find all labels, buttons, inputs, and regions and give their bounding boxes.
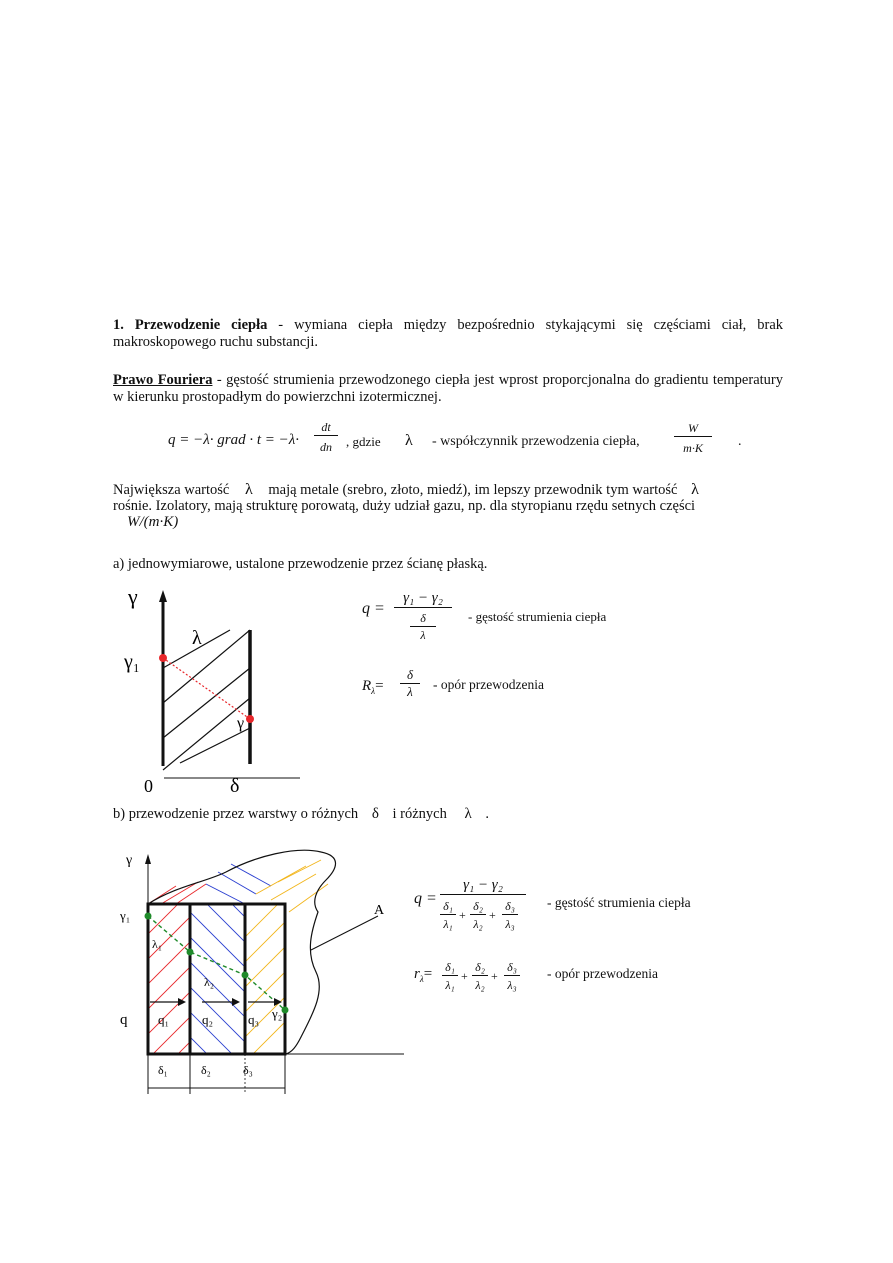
- largest-line-1: [113, 481, 785, 499]
- a-q-desc: - gęstość strumienia ciepła: [468, 609, 607, 624]
- a-r-lhs: $R_\lambda=$: [362, 678, 384, 696]
- fourier-formula-lhs: q = −λ· grad · t = −λ·: [168, 432, 299, 448]
- b-q-lhs: q =: [414, 890, 437, 907]
- fourier-where: , gdzie: [346, 434, 381, 449]
- b-q-term-l1: λ₁: [443, 917, 453, 931]
- label-delta: δ: [230, 775, 240, 794]
- b-r-term-l3: λ₃: [507, 978, 517, 992]
- a-r-sub: λ: [371, 686, 376, 696]
- gamma1-point: [159, 654, 167, 662]
- label-origin: 0: [144, 776, 153, 794]
- b-q-denominator: δ₁ λ₁ + δ₂ λ₂ + δ₃ λ₃: [440, 899, 530, 939]
- b-r-lhs: $r_\lambda=$: [414, 966, 433, 984]
- b-r-sub: λ: [419, 974, 424, 984]
- b-label-q: q: [120, 1012, 128, 1028]
- b-q-term-l2: λ₂: [473, 917, 483, 931]
- largest-p2: mają metale (srebro, złoto, miedź), im lepszy przewodnik tym wartość: [268, 482, 678, 498]
- wall-outline: [148, 850, 336, 1054]
- part-b-title: [113, 806, 489, 823]
- b-r-term-d3: δ₃: [504, 960, 520, 976]
- fourier-unit-den: m·K: [683, 441, 703, 455]
- b-point-4: [282, 1007, 289, 1014]
- gamma2-point: [246, 715, 254, 723]
- largest-p3: rośnie. Izolatory, mają strukturę porowatą, duży udział gazu, np. dla styropianu rzędu setnych części: [113, 498, 696, 514]
- b-q-num: γ₁ − γ₂: [440, 877, 526, 895]
- b-r-letter: r: [414, 966, 420, 982]
- b-r-term-l2: λ₂: [475, 978, 485, 992]
- section-1-paragraph: [113, 317, 783, 351]
- largest-lambda-2: λ: [691, 481, 699, 498]
- b-q-term-l3: λ₃: [505, 917, 515, 931]
- part-a-title: a) jednowymiarowe, ustalone przewodzenie przez ścianę płaską.: [113, 556, 488, 572]
- fourier-desc: - współczynnik przewodzenia ciepła,: [432, 434, 640, 449]
- part-b-title-b: i różnych: [392, 806, 447, 822]
- fourier-period: .: [738, 434, 742, 449]
- b-r-term-d2: δ₂: [472, 960, 488, 976]
- a-q-lhs: q =: [362, 600, 385, 617]
- b-r-desc: - opór przewodzenia: [547, 966, 658, 981]
- plane-wall-diagram: [110, 578, 310, 794]
- layer-2-hatch: [190, 878, 245, 1067]
- layer-1-hatch: [148, 892, 190, 1074]
- b-y-axis-arrow: [145, 854, 151, 864]
- b-label-q2: q₂: [202, 1012, 214, 1027]
- b-label-delta1: δ₁: [158, 1063, 168, 1077]
- b-q-desc: - gęstość strumienia ciepła: [547, 895, 691, 910]
- part-b-title-c: .: [485, 806, 490, 822]
- fourier-lambda: λ: [405, 432, 413, 449]
- b-label-lambda2: λ₂: [204, 975, 215, 989]
- multilayer-wall-diagram: [106, 842, 410, 1104]
- a-r-letter: R: [362, 678, 372, 694]
- label-gamma2: γ: [237, 715, 245, 732]
- b-axis-label-gamma: γ: [126, 853, 133, 868]
- label-gamma1: γ₁: [124, 651, 140, 673]
- a-q-den-den: λ: [420, 628, 426, 642]
- b-label-q1: q₁: [158, 1012, 170, 1027]
- a-r-desc: - opór przewodzenia: [433, 677, 544, 692]
- b-r-sum: δ₁ λ₁ + δ₂ λ₂ + δ₃ λ₃: [442, 960, 532, 1000]
- b-label-q3: q₃: [248, 1012, 260, 1027]
- largest-p1: Największa wartość: [113, 482, 230, 498]
- b-q-term-d3: δ₃: [502, 899, 518, 915]
- part-b-title-delta: δ: [371, 806, 379, 822]
- b-label-delta2: δ₂: [201, 1063, 211, 1077]
- a-q-num: γ₁ − γ₂: [394, 590, 452, 608]
- b-point-2: [187, 949, 194, 956]
- b-label-delta3: δ₃: [243, 1063, 253, 1077]
- b-point-1: [145, 913, 152, 920]
- largest-lambda-1: λ: [244, 481, 253, 498]
- fourier-unit-num: W: [674, 421, 712, 437]
- b-r-term-l1: λ₁: [445, 978, 455, 992]
- a-pointer-line: [311, 916, 378, 950]
- a-q-den-num: δ: [410, 611, 436, 627]
- section-1-heading: 1. Przewodzenie ciepła: [113, 317, 268, 333]
- b-point-3: [242, 972, 249, 979]
- b-label-gamma1: γ₁: [120, 908, 131, 923]
- fourier-frac-den: dn: [320, 440, 332, 454]
- b-label-gamma2: γ₂: [272, 1006, 283, 1021]
- b-r-term-d1: δ₁: [442, 960, 458, 976]
- largest-unit: W/(m·K): [127, 514, 179, 530]
- fourier-paragraph: [113, 372, 783, 406]
- fourier-text: - gęstość strumienia przewodzonego ciepła jest wprost proporcjonalna do gradientu temperatury w kierunku prostopadłym do powierzchni izotermicznej.: [113, 372, 783, 405]
- label-lambda: λ: [192, 627, 202, 649]
- a-r-num: δ: [400, 667, 420, 684]
- y-axis-arrow: [159, 590, 167, 602]
- a-r-den: λ: [407, 684, 413, 699]
- b-label-lambda1: λ₁: [152, 937, 163, 951]
- b-label-A: A: [374, 903, 385, 918]
- wall-hatching: [163, 630, 250, 770]
- fourier-frac-num: dt: [314, 420, 338, 436]
- part-b-title-a: b) przewodzenie przez warstwy o różnych: [113, 806, 359, 822]
- section-1-text: - wymiana ciepła między bezpośrednio stykającymi się częściami ciał, brak makroskopowego ruchu substancji.: [113, 317, 783, 350]
- b-q-term-d1: δ₁: [440, 899, 456, 915]
- axis-label-gamma: γ: [128, 584, 138, 609]
- fourier-title: Prawo Fouriera: [113, 372, 213, 388]
- wall-box: [148, 904, 285, 1054]
- b-q-term-d2: δ₂: [470, 899, 486, 915]
- part-b-title-lambda: λ: [464, 806, 472, 822]
